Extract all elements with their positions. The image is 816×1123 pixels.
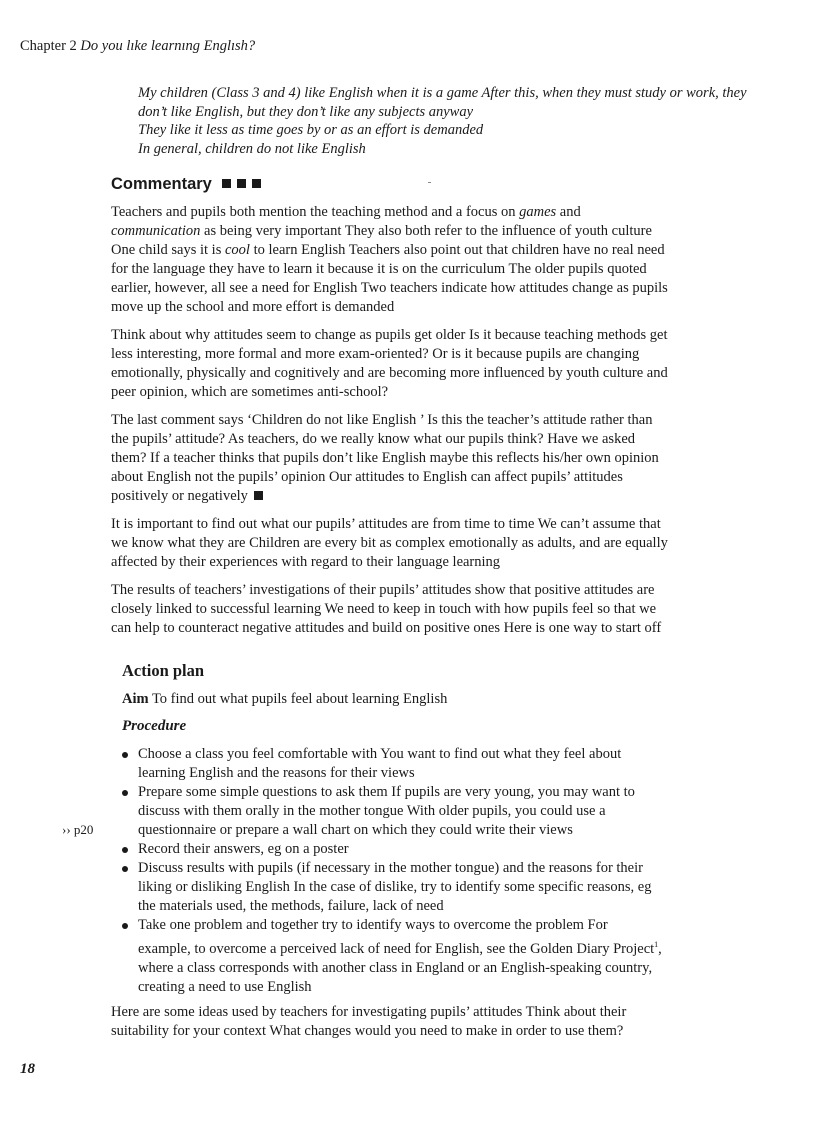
teacher-quotes <box>138 84 778 158</box>
commentary-paragraph-4: It is important to find out what our pupils’ attitudes are from time to time We can’t assume that we know what they are Children are every bit as complex emotionally as adults, and are equally affected by their experiences with regard to their language learning <box>111 516 668 570</box>
margin-page-reference: ›› p20 <box>62 822 94 837</box>
page-number: 18 <box>20 1061 35 1077</box>
text-run: The last comment says ‘Children do not like English ’ Is this the teacher’s attitude rather than the pupils’ attitude? As teachers, do we really know what our pupils think? Have we asked them? If a teacher thinks that pupils don’t like English maybe this reflects his/her own opinion about English not the pupils’ opinion Our attitudes to English can affect pupils’ attitudes positively or negatively <box>111 412 659 504</box>
bullet-icon <box>122 847 128 853</box>
commentary-paragraph-3 <box>111 411 671 506</box>
aim-label: Aim <box>122 691 149 707</box>
commentary-paragraph-5: The results of teachers’ investigations of their pupils’ attitudes show that positive attitudes are closely linked to successful learning We need to keep in touch with how pupils feel so that we can help to counteract negative attitudes and build on positive ones Here is one way to start off <box>111 582 662 636</box>
square-icon <box>222 179 231 188</box>
emphasis-games: games <box>519 204 557 220</box>
commentary-body <box>111 203 671 647</box>
list-item <box>122 745 662 783</box>
bullet-icon <box>122 923 128 929</box>
emphasis-cool: cool <box>224 242 250 258</box>
list-item <box>122 916 662 997</box>
footnote-marker: 1 <box>654 940 659 949</box>
aim-line <box>122 691 447 708</box>
bullet-icon <box>122 866 128 872</box>
emphasis-communication: communication <box>111 223 201 239</box>
text-run: to learn English Teachers also point out that children have no real need for the language they have to learn it because it is on the curriculum The older pupils quoted earlier, however, all see a need for English Two teachers indicate how attitudes change as pupils move up the school and more effort is demanded <box>111 242 668 315</box>
closing-paragraph: Here are some ideas used by teachers for investigating pupils’ attitudes Think about their suitability for your context What changes would you need to make in order to use them? <box>111 1004 627 1039</box>
commentary-heading-text: Commentary <box>111 175 212 193</box>
text-run: Teachers and pupils both mention the teaching method and a focus on <box>111 204 520 220</box>
text-run: as being very important They also both refer to the influence of youth culture One child says it is <box>111 223 652 258</box>
chapter-title: Do you lıke learnıng Englısh? <box>80 38 256 54</box>
square-icon <box>252 179 261 188</box>
list-item <box>122 783 662 840</box>
procedure-heading: Procedure <box>122 718 187 734</box>
quote-2: They like it less as time goes by or as an effort is demanded <box>138 122 484 138</box>
chapter-label: Chapter 2 <box>20 38 77 54</box>
quote-1: My children (Class 3 and 4) like English when it is a game After this, when they must study or work, they don’t like English, but they don’t like any subjects anyway <box>138 85 747 120</box>
square-icon <box>237 179 246 188</box>
procedure-list <box>122 745 662 997</box>
text-run: and <box>556 204 581 220</box>
running-header <box>20 38 255 55</box>
list-item-text: , where a class corresponds with another class in England or an English-speaking country, creating a need to use English <box>138 940 662 995</box>
aim-text: To find out what pupils feel about learning English <box>148 691 448 707</box>
bullet-icon <box>122 790 128 796</box>
list-item-text: Record their answers, eg on a poster <box>138 841 349 857</box>
list-item-text: Prepare some simple questions to ask them If pupils are very young, you may want to discuss with them orally in the mother tongue With older pupils, you could use a questionnaire or prepare a wall chart on which they could write their views <box>138 784 635 838</box>
commentary-heading <box>111 175 261 194</box>
end-square-icon <box>254 491 263 500</box>
print-speck <box>428 182 431 183</box>
list-item-text: Discuss results with pupils (if necessary in the mother tongue) and the reasons for their liking or disliking English In the case of dislike, try to identify some specific reasons, eg the materials used, the methods, failure, lack of need <box>138 860 652 914</box>
list-item <box>122 840 662 859</box>
bullet-icon <box>122 752 128 758</box>
commentary-paragraph-1 <box>111 203 671 317</box>
list-item-text: Take one problem and together try to identify ways to overcome the problem For example, to overcome a perceived lack of need for English, see the Golden Diary Project <box>138 917 655 957</box>
quote-3: In general, children do not like English <box>138 140 366 157</box>
commentary-paragraph-2: Think about why attitudes seem to change as pupils get older Is it because teaching methods get less interesting, more formal and more exam-oriented? Or is it because pupils are changing emotionally, physically and cognitively and are becoming more influenced by youth culture and peer opinion, which are sometimes anti-school? <box>111 327 668 400</box>
list-item <box>122 859 662 916</box>
list-item-text: Choose a class you feel comfortable with You want to find out what they feel about learning English and the reasons for their views <box>138 746 622 781</box>
action-plan-heading: Action plan <box>122 661 205 680</box>
